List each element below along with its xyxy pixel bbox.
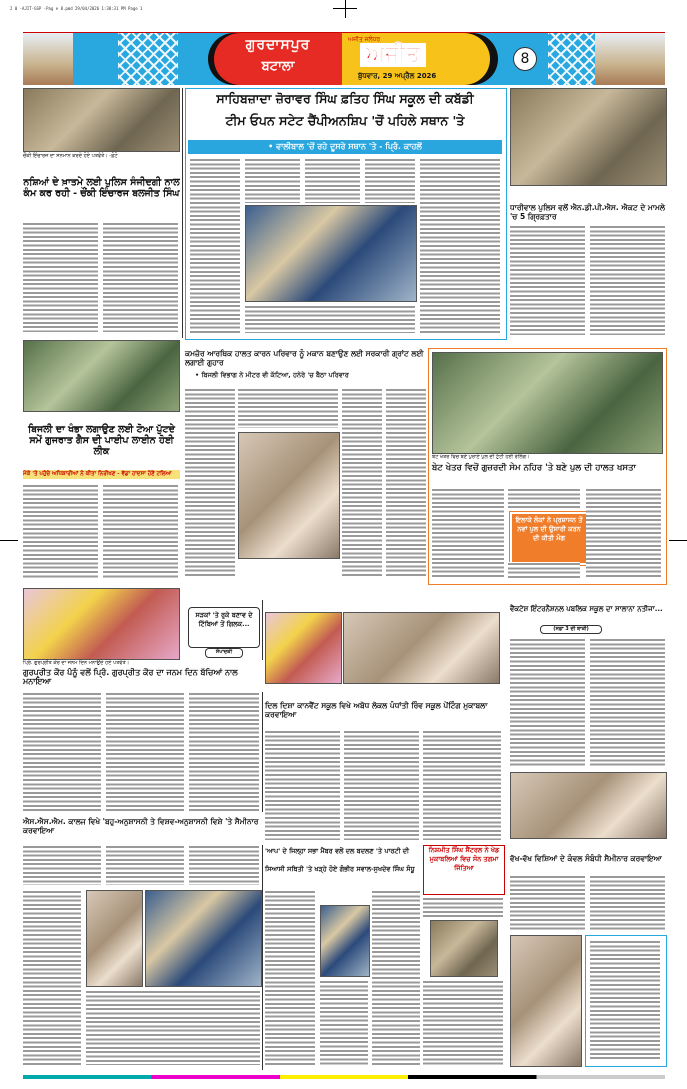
article-body	[423, 730, 501, 840]
bridge-photo	[432, 352, 663, 454]
headline: ਵੱਖ-ਵੱਖ ਵਿਸ਼ਿਆਂ ਦੇ ਕੰਵਲ ਸੰਬੰਧੀ ਸੈਮੀਨਾਰ ਕਰਵਾਇਆ	[510, 854, 662, 863]
crop-mark	[345, 0, 346, 18]
subhead: • ਬਿਜਲੀ ਵਿਭਾਗ ਨੇ ਮੀਟਰ ਵੀ ਕੱਟਿਆ, ਹਨੇਰੇ 'ਚ ਬੈਠਾ ਪਰਿਵਾਰ	[195, 371, 349, 379]
edition-sub: ਬਟਾਲਾ	[261, 59, 295, 74]
print-slug: 2 0 -AJIT-GSP -Pag e 8.pmd 29/04/2026 1:38:31 PM Page 1	[10, 6, 143, 11]
article-body	[365, 158, 415, 203]
column-rule	[262, 692, 263, 812]
headline: ਧਾਰੀਵਾਲ ਪੁਲਿਸ ਵਲੋਂ ਐਨ.ਡੀ.ਪੀ.ਐਸ. ਐਕਟ ਦੇ ਮਾਮਲੇ 'ਚ 5 ਗ੍ਰਿਫ਼ਤਾਰ	[510, 203, 665, 221]
building-image	[595, 33, 665, 85]
gold-medal-headline-box	[423, 845, 505, 895]
article-body	[238, 388, 338, 428]
decorative-lattice	[118, 33, 178, 85]
ad-text	[590, 940, 660, 1060]
crop-mark	[0, 540, 18, 541]
headline: ਸੜਕਾਂ 'ਤੇ ਰੁਕੇ ਬਣਾਵ ਦੇ ਟਿੱਬਿਆਂ ਤੋਂ ਗਿਲਕ...	[195, 611, 253, 628]
headline: ਨਸ਼ਿਆਂ ਦੇ ਖ਼ਾਤਮੇ ਲਈ ਪੁਲਿਸ ਸੰਜੀਦਗੀ ਨਾਲ ਕੰਮ ਕਰ ਰਹੀ - ਚੌਂਕੀ ਇੰਚਾਰਜ ਬਲਜੀਤ ਸਿੰਘ	[23, 177, 180, 199]
article-body	[106, 692, 184, 812]
paper-name: ਅਜੀਤ	[360, 43, 426, 67]
article-body	[342, 388, 382, 578]
article-body	[265, 730, 340, 840]
gas-leak-photo	[23, 340, 180, 412]
portrait-photo	[320, 905, 370, 977]
article-body	[590, 638, 665, 768]
article-body	[106, 845, 184, 885]
headline: ਬੇਟ ਖੇਤਰ ਵਿਚੋਂ ਗੁਜ਼ਰਦੀ ਸੇਮ ਨਹਿਰ 'ਤੇ ਬਣੇ ਪੁਲ ਦੀ ਹਾਲਤ ਖਸਤਾ	[432, 463, 636, 473]
article-body	[372, 890, 420, 1065]
seminar-photo	[86, 890, 143, 987]
article-body	[423, 980, 503, 1065]
crop-mark	[333, 8, 357, 9]
celebration-photo	[23, 588, 180, 660]
seminar-photo	[510, 935, 582, 1067]
color-registration-bar	[23, 1075, 665, 1079]
masthead	[23, 32, 665, 85]
article-body	[344, 730, 419, 840]
article-body	[185, 388, 235, 578]
photo-caption: ਬੇਟ ਖੇਤਰ ਵਿਚ ਬਣੇ ਪੁਰਾਣੇ ਪੁਲ ਦੀ ਟੁੱਟੀ ਹੋਈ ਰੇਲਿੰਗ।	[432, 454, 530, 460]
continued-tag: (ਸਫ਼ਾ 3 ਦੀ ਬਾਕੀ)	[540, 625, 602, 634]
article-body	[189, 845, 259, 885]
article-body	[510, 875, 585, 930]
headline: ਕਮਜ਼ੋਰ ਆਰਥਿਕ ਹਾਲਤ ਕਾਰਨ ਪਰਿਵਾਰ ਨੂੰ ਮਕਾਨ ਬਣਾਉਣ ਲਈ ਸਰਕਾਰੀ ਗ੍ਰਾਂਟ ਲਈ ਲਗਾਈ ਗੁਹਾਰ	[185, 349, 424, 367]
masthead-logo	[208, 33, 498, 85]
article-body	[190, 158, 240, 333]
editorial-box	[188, 607, 260, 648]
issue-date: ਬੁੱਧਵਾਰ, 29 ਅਪ੍ਰੈਲ 2026	[358, 72, 437, 80]
headline: ਬਿਜਲੀ ਦਾ ਖੰਭਾ ਲਗਾਉਣ ਲਈ ਟੋਆ ਪੁੱਟਦੇ ਸਮੇਂ ਗੁਜਰਾਤ ਗੈਸ ਦੀ ਪਾਈਪ ਲਾਈਨ ਹੋਈ ਲੀਕ	[28, 424, 175, 457]
article-body	[508, 562, 580, 578]
section-tag: ਸੰਪਾਦਕੀ	[205, 648, 243, 658]
article-body	[265, 890, 315, 1065]
article-body	[86, 990, 260, 1065]
article-body	[586, 488, 661, 578]
school-event-photo	[343, 612, 500, 684]
page-number: 8	[513, 47, 537, 71]
article-body	[23, 890, 81, 1065]
kicker: ਮੌਕੇ 'ਤੇ ਪਹੁੰਚੇ ਅਧਿਕਾਰੀਆਂ ਨੇ ਕੀਤਾ ਨਿਰੀਖਣ - ਵੱਡਾ ਹਾਦਸਾ ਹੋਣੋਂ ਟਲਿਆ	[23, 470, 180, 479]
kabaddi-team-photo	[245, 205, 417, 302]
lead-headline-line-1: ਸਾਹਿਬਜ਼ਾਦਾ ਜ਼ੋਰਾਵਰ ਸਿੰਘ ਫ਼ਤਿਹ ਸਿੰਘ ਸਕੂਲ ਦੀ ਕਬੱਡੀ	[216, 91, 474, 106]
article-body	[189, 692, 259, 812]
police-photo	[23, 88, 180, 152]
headline: ਵੈਂਕਟੇਸ਼ ਇੰਟਰਨੈਸ਼ਨਲ ਪਬਲਿਕ ਸਕੂਲ ਦਾ ਸਾਲਾਨਾ ਨਤੀਜਾ...	[510, 605, 663, 613]
article-body	[320, 980, 368, 1065]
edition-name: ਗੁਰਦਾਸਪੁਰ	[245, 37, 311, 53]
photo-caption: ਪ੍ਰਿੰ. ਗੁਰਪ੍ਰੀਤ ਕੌਰ ਦਾ ਜਨਮ ਦਿਨ ਮਨਾਉਂਦੇ ਹੋਏ ਪਤਵੰਤੇ।	[23, 660, 130, 666]
article-body	[386, 388, 426, 578]
award-photo	[510, 772, 667, 839]
article-body	[103, 484, 178, 579]
headline: ਗੁਰਪ੍ਰੀਤ ਕੌਰ ਪੰਨੂੰ ਵਲੋਂ ਪ੍ਰਿੰ. ਗੁਰਪ੍ਰੀਤ ਕੌਰ ਦਾ ਜਨਮ ਦਿਨ ਬੱਚਿਆਂ ਨਾਲ ਮਨਾਇਆ	[23, 668, 238, 687]
aap-headline-line-1: 'ਆਪ' ਦੇ ਜਿਲ੍ਹਾ ਸਭਾ ਮੈਂਬਰ ਵਲੋਂ ਦਲ ਬਦਲਣ 'ਤੇ ਪਾਰਟੀ ਦੀ	[265, 847, 410, 855]
article-body	[23, 845, 101, 885]
headline: ਨਿਸ਼ਮੀਤ ਸਿੰਘ ਸੈਂਟਰਲ ਨੇ ਖੇਡ ਮੁਕਾਬਲਿਆਂ ਵਿਚ ਸੋਨ ਤਗਮਾ ਜਿੱਤਿਆ	[428, 846, 500, 872]
article-body	[590, 875, 665, 930]
callout-box: ਇਲਾਕੇ ਲੋਕਾਂ ਨੇ ਪ੍ਰਸ਼ਾਸਨ ਤੋਂ ਨਵਾਂ ਪੁਲ ਦੀ ਉਸਾਰੀ ਕਰਨ ਦੀ ਕੀਤੀ ਮੰਗ	[510, 512, 588, 565]
article-body	[245, 305, 415, 333]
painting-photo	[265, 612, 342, 684]
family-photo	[238, 432, 340, 559]
article-body	[245, 158, 300, 203]
article-body	[590, 225, 665, 335]
gurdwara-image	[23, 33, 73, 85]
lead-headline-line-2: ਟੀਮ ਓਪਨ ਸਟੇਟ ਚੈਂਪੀਅਨਸ਼ਿਪ 'ਚੋਂ ਪਹਿਲੇ ਸਥਾਨ 'ਤੇ	[225, 113, 465, 128]
column-rule	[262, 600, 263, 660]
aap-headline-line-2: ਸਿਆਸੀ ਸਥਿਤੀ 'ਤੇ ਖੜ੍ਹੇ ਹੋਏ ਗੰਭੀਰ ਸਵਾਲ-ਸੁਖਦੇਵ ਸਿੰਘ ਸੰਧੂ	[265, 865, 415, 873]
athlete-photo	[430, 920, 498, 977]
crop-mark	[669, 540, 687, 541]
headline: ਦਿਲ ਦਿਸ਼ਾ ਕਾਨਵੈਂਟ ਸਕੂਲ ਵਿਖੇ ਅਬੋਧ ਲੋਕਲ ਪੰਧਾਂਤੀ ਰਿੰਵ ਸਕੂਲ ਪੇਂਟਿੰਗ ਮੁਕਾਬਲਾ ਕਰਵਾਇਆ	[265, 701, 488, 719]
photo-caption: ਚੌਂਕੀ ਇੰਚਾਰਜ ਦਾ ਸਨਮਾਨ ਕਰਦੇ ਹੋਏ ਪਤਵੰਤੇ। -ਫ਼ੋਟੋ	[23, 153, 118, 159]
arrest-photo	[510, 88, 667, 186]
article-body	[508, 488, 580, 508]
paper-tagline: ਅਜੀਤ ਜਲੰਧਰ	[348, 36, 381, 43]
article-body	[423, 897, 503, 917]
article-body	[23, 692, 101, 812]
lead-subhead: • ਵਾਲੀਬਾਲ 'ਚੋਂ ਰਹੇ ਦੂਸਰੇ ਸਥਾਨ 'ਤੇ - ਪ੍ਰਿੰ. ਕਾਹਲੋਂ	[188, 140, 502, 154]
article-body	[23, 222, 98, 332]
article-body	[305, 158, 360, 203]
article-body	[510, 638, 585, 768]
article-body	[103, 222, 178, 332]
article-body	[420, 158, 500, 333]
article-body	[510, 225, 585, 335]
article-body	[432, 488, 504, 578]
column-rule	[182, 88, 183, 338]
headline: ਐਸ.ਐਸ.ਐਮ. ਕਾਲਜ ਵਿਖੇ 'ਬਹੁ-ਅਨੁਸ਼ਾਸਨੀ ਤੇ ਵਿਸ਼ਵ-ਅਨੁਸ਼ਾਸਨੀ ਵਿਸ਼ੇ 'ਤੇ ਸੈਮੀਨਾਰ ਕਰਵਾਇਆ	[23, 817, 259, 835]
award-photo	[145, 890, 262, 987]
article-body	[23, 484, 98, 579]
column-rule	[262, 845, 263, 1070]
